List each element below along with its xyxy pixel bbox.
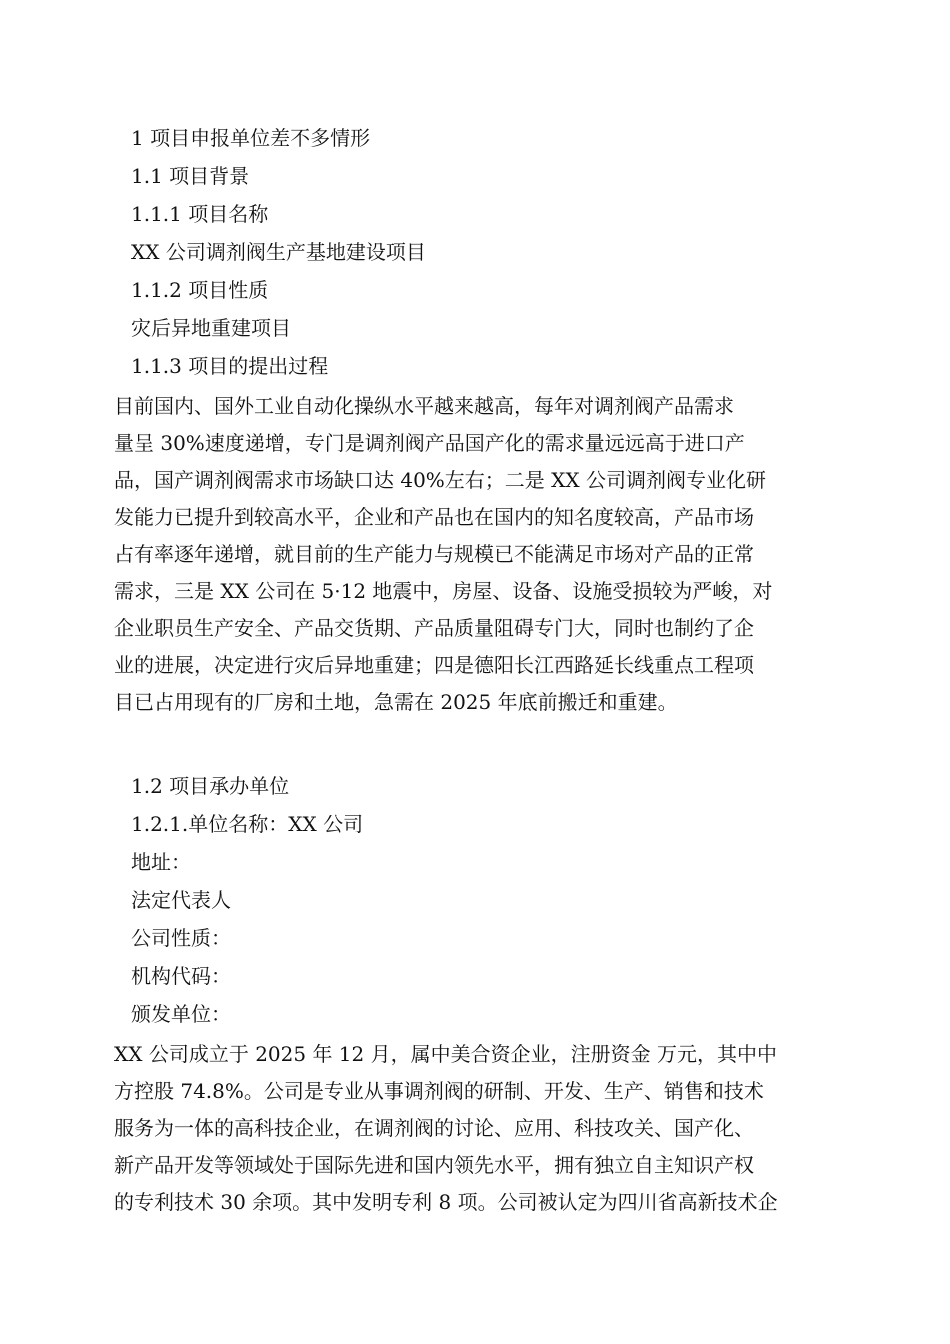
paragraph-line: 方控股 74.8%。公司是专业从事调剂阀的研制、开发、生产、销售和技术 <box>114 1079 764 1103</box>
heading-1-1-2: 1.1.2 项目性质 <box>131 278 269 302</box>
company-nature-label: 公司性质： <box>131 926 231 950</box>
project-name: XX 公司调剂阀生产基地建设项目 <box>131 240 426 264</box>
paragraph-line: 新产品开发等领域处于国际先进和国内领先水平，拥有独立自主知识产权 <box>114 1153 754 1177</box>
address-label: 地址： <box>131 850 191 874</box>
paragraph-line: 业的进展，决定进行灾后异地重建；四是德阳长江西路延长线重点工程项 <box>114 653 754 677</box>
paragraph-line: 目已占用现有的厂房和土地，急需在 2025 年底前搬迁和重建。 <box>114 690 678 714</box>
paragraph-line: 量呈 30%速度递增，专门是调剂阀产品国产化的需求量远远高于进口产 <box>114 431 745 455</box>
legal-representative-label: 法定代表人 <box>131 888 231 912</box>
unit-name: 1.2.1.单位名称：XX 公司 <box>131 812 364 836</box>
org-code-label: 机构代码： <box>131 964 231 988</box>
paragraph-line: 占有率逐年递增，就目前的生产能力与规模已不能满足市场对产品的正常 <box>114 542 754 566</box>
issuer-label: 颁发单位： <box>131 1002 231 1026</box>
paragraph-line: 服务为一体的高科技企业，在调剂阀的讨论、应用、科技攻关、国产化、 <box>114 1116 754 1140</box>
heading-1-1-1: 1.1.1 项目名称 <box>131 202 269 226</box>
paragraph-line: XX 公司成立于 2025 年 12 月，属中美合资企业，注册资金 万元，其中中 <box>114 1042 777 1066</box>
heading-1-1: 1.1 项目背景 <box>131 164 250 188</box>
paragraph-line: 发能力已提升到较高水平，企业和产品也在国内的知名度较高，产品市场 <box>114 505 754 529</box>
paragraph-line: 需求，三是 XX 公司在 5·12 地震中，房屋、设备、设施受损较为严峻，对 <box>114 579 773 603</box>
paragraph-line: 目前国内、国外工业自动化操纵水平越来越高，每年对调剂阀产品需求 <box>114 394 734 418</box>
paragraph-line: 企业职员生产安全、产品交货期、产品质量阻碍专门大，同时也制约了企 <box>114 616 754 640</box>
project-nature: 灾后异地重建项目 <box>131 316 291 340</box>
paragraph-line: 的专利技术 30 余项。其中发明专利 8 项。公司被认定为四川省高新技术企 <box>114 1190 778 1214</box>
heading-1-1-3: 1.1.3 项目的提出过程 <box>131 354 329 378</box>
heading-1-2: 1.2 项目承办单位 <box>131 774 290 798</box>
paragraph-line: 品，国产调剂阀需求市场缺口达 40%左右；二是 XX 公司调剂阀专业化研 <box>114 468 767 492</box>
heading-1: 1 项目申报单位差不多情形 <box>131 126 371 150</box>
